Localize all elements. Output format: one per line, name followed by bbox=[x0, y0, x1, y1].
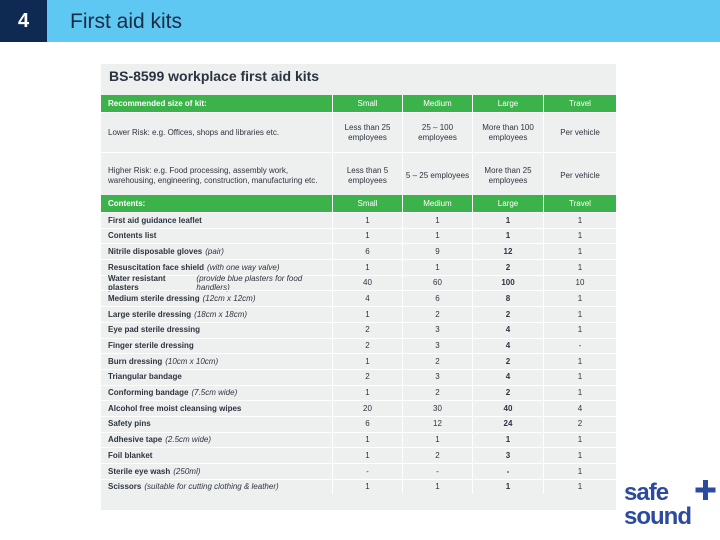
contents-item-quantity: 40 bbox=[472, 400, 543, 416]
size-header-medium: Medium bbox=[402, 95, 472, 112]
contents-item-quantity: 1 bbox=[472, 228, 543, 244]
contents-item-quantity: 2 bbox=[402, 353, 472, 369]
contents-item-quantity: 1 bbox=[543, 447, 616, 463]
contents-item-quantity: 1 bbox=[543, 322, 616, 338]
contents-item-quantity: 2 bbox=[543, 416, 616, 432]
kit-contents-table bbox=[101, 195, 616, 494]
contents-item-label bbox=[101, 463, 332, 479]
contents-item-name: Scissors bbox=[108, 482, 142, 492]
contents-item-note: (12cm x 12cm) bbox=[202, 293, 256, 303]
contents-item-name: Resuscitation face shield bbox=[108, 262, 205, 272]
svg-text:sound bbox=[624, 503, 691, 528]
contents-item-quantity: 2 bbox=[402, 385, 472, 401]
kit-size-table bbox=[101, 95, 616, 199]
slide-title: First aid kits bbox=[70, 10, 183, 33]
contents-item-quantity: 30 bbox=[402, 400, 472, 416]
size-row-cell: More than 25 employees bbox=[472, 152, 543, 199]
contents-item-quantity: 12 bbox=[472, 243, 543, 259]
logo-text-top: safe bbox=[624, 479, 669, 506]
contents-item-label bbox=[101, 228, 332, 244]
contents-item-quantity: 1 bbox=[332, 479, 402, 495]
svg-text:safe bbox=[624, 479, 669, 506]
contents-item-quantity: 1 bbox=[402, 228, 472, 244]
contents-item-quantity: 10 bbox=[543, 275, 616, 291]
contents-item-label bbox=[101, 447, 332, 463]
contents-item-quantity: 2 bbox=[472, 306, 543, 322]
size-row-cell: Per vehicle bbox=[543, 112, 616, 152]
contents-item-quantity: 1 bbox=[332, 385, 402, 401]
safe-sound-logo-icon bbox=[624, 478, 716, 528]
contents-item-quantity: 6 bbox=[332, 243, 402, 259]
contents-item-quantity: - bbox=[472, 463, 543, 479]
contents-item-label bbox=[101, 432, 332, 448]
contents-item-name: Conforming bandage bbox=[108, 388, 189, 398]
contents-item-label bbox=[101, 369, 332, 385]
contents-item-note: (suitable for cutting clothing & leather) bbox=[144, 482, 279, 492]
size-row-cell: 25 – 100 employees bbox=[402, 112, 472, 152]
contents-item-name: Safety pins bbox=[108, 419, 151, 429]
contents-item-quantity: 1 bbox=[332, 353, 402, 369]
size-row-cell: Less than 5 employees bbox=[332, 152, 402, 199]
contents-item-quantity: 100 bbox=[472, 275, 543, 291]
contents-item-quantity: 1 bbox=[332, 228, 402, 244]
contents-item-quantity: 1 bbox=[332, 447, 402, 463]
contents-item-label bbox=[101, 385, 332, 401]
contents-item-label bbox=[101, 479, 332, 495]
contents-item-quantity: 1 bbox=[332, 212, 402, 228]
contents-item-quantity: 9 bbox=[402, 243, 472, 259]
contents-item-quantity: 1 bbox=[472, 479, 543, 495]
logo-text-bottom: sound bbox=[624, 503, 691, 528]
size-header-label: Recommended size of kit: bbox=[101, 95, 332, 112]
contents-item-quantity: 6 bbox=[402, 290, 472, 306]
size-header-travel: Travel bbox=[543, 95, 616, 112]
contents-item-quantity: 1 bbox=[543, 228, 616, 244]
contents-item-quantity: 2 bbox=[332, 322, 402, 338]
contents-item-quantity: 2 bbox=[472, 385, 543, 401]
contents-item-quantity: 1 bbox=[543, 479, 616, 495]
contents-item-name: Burn dressing bbox=[108, 356, 163, 366]
contents-item-name: Nitrile disposable gloves bbox=[108, 246, 203, 256]
contents-item-quantity: 40 bbox=[332, 275, 402, 291]
contents-item-quantity: 4 bbox=[472, 322, 543, 338]
contents-item-quantity: 1 bbox=[543, 212, 616, 228]
contents-item-label bbox=[101, 338, 332, 354]
contents-item-quantity: 12 bbox=[402, 416, 472, 432]
size-row-cell: More than 100 employees bbox=[472, 112, 543, 152]
contents-item-quantity: 1 bbox=[472, 212, 543, 228]
contents-item-quantity: 3 bbox=[402, 338, 472, 354]
contents-item-quantity: 2 bbox=[472, 353, 543, 369]
contents-item-note: (with one way valve) bbox=[207, 262, 280, 272]
contents-item-quantity: 4 bbox=[472, 338, 543, 354]
contents-item-name: Water resistant plasters bbox=[108, 273, 166, 293]
contents-item-quantity: 4 bbox=[472, 369, 543, 385]
contents-item-note: (10cm x 10cm) bbox=[165, 356, 219, 366]
contents-item-label bbox=[101, 400, 332, 416]
contents-item-label bbox=[101, 353, 332, 369]
contents-item-label bbox=[101, 416, 332, 432]
contents-header-label: Contents: bbox=[101, 195, 332, 212]
contents-item-name: Contents list bbox=[108, 231, 157, 241]
contents-item-quantity: 1 bbox=[543, 353, 616, 369]
size-header-small: Small bbox=[332, 95, 402, 112]
contents-item-name: Alcohol free moist cleansing wipes bbox=[108, 403, 242, 413]
size-row-cell: Per vehicle bbox=[543, 152, 616, 199]
size-row-label: Higher Risk: e.g. Food processing, assembly work, warehousing, engineering, construction, manufacturing etc. bbox=[101, 152, 332, 199]
contents-item-label bbox=[101, 275, 332, 291]
contents-item-name: First aid guidance leaflet bbox=[108, 215, 202, 225]
slide-header-bar bbox=[0, 0, 720, 42]
safe-sound-logo bbox=[624, 478, 716, 528]
contents-item-quantity: 24 bbox=[472, 416, 543, 432]
size-row-cell: 5 – 25 employees bbox=[402, 152, 472, 199]
contents-item-quantity: 60 bbox=[402, 275, 472, 291]
contents-item-name: Finger sterile dressing bbox=[108, 341, 194, 351]
contents-header-medium: Medium bbox=[402, 195, 472, 212]
contents-item-quantity: 3 bbox=[402, 369, 472, 385]
size-row-cell: Less than 25 employees bbox=[332, 112, 402, 152]
contents-header-large: Large bbox=[472, 195, 543, 212]
contents-item-quantity: 1 bbox=[402, 432, 472, 448]
size-header-large: Large bbox=[472, 95, 543, 112]
contents-item-quantity: 1 bbox=[543, 290, 616, 306]
contents-item-quantity: 2 bbox=[402, 306, 472, 322]
contents-item-note: (2.5cm wide) bbox=[165, 435, 212, 445]
slide-number: 4 bbox=[0, 0, 47, 42]
contents-item-quantity: 2 bbox=[472, 259, 543, 275]
contents-item-name: Triangular bandage bbox=[108, 372, 182, 382]
contents-item-quantity: 1 bbox=[332, 259, 402, 275]
contents-item-quantity: 1 bbox=[543, 243, 616, 259]
contents-item-name: Eye pad sterile dressing bbox=[108, 325, 201, 335]
contents-item-quantity: 4 bbox=[332, 290, 402, 306]
contents-item-label bbox=[101, 306, 332, 322]
contents-item-quantity: 3 bbox=[472, 447, 543, 463]
contents-item-quantity: 1 bbox=[543, 306, 616, 322]
contents-item-quantity: 1 bbox=[543, 463, 616, 479]
size-row-label: Lower Risk: e.g. Offices, shops and libraries etc. bbox=[101, 112, 332, 152]
contents-item-note: (7.5cm wide) bbox=[191, 388, 238, 398]
contents-item-quantity: 1 bbox=[543, 259, 616, 275]
contents-item-name: Adhesive tape bbox=[108, 435, 163, 445]
contents-item-quantity: 1 bbox=[543, 369, 616, 385]
contents-item-note: (18cm x 18cm) bbox=[194, 309, 248, 319]
contents-item-quantity: 1 bbox=[332, 432, 402, 448]
contents-item-label bbox=[101, 259, 332, 275]
contents-item-quantity: 1 bbox=[402, 479, 472, 495]
contents-item-label bbox=[101, 212, 332, 228]
first-aid-kit-document bbox=[101, 64, 616, 510]
contents-item-quantity: 20 bbox=[332, 400, 402, 416]
contents-item-quantity: 4 bbox=[543, 400, 616, 416]
contents-item-quantity: 1 bbox=[543, 432, 616, 448]
contents-item-quantity: - bbox=[543, 338, 616, 354]
contents-item-quantity: 1 bbox=[543, 385, 616, 401]
contents-item-name: Medium sterile dressing bbox=[108, 293, 200, 303]
contents-item-note: (250ml) bbox=[173, 466, 201, 476]
contents-item-quantity: 1 bbox=[332, 306, 402, 322]
contents-item-quantity: 3 bbox=[402, 322, 472, 338]
contents-item-name: Sterile eye wash bbox=[108, 466, 171, 476]
contents-item-quantity: - bbox=[402, 463, 472, 479]
contents-item-label bbox=[101, 243, 332, 259]
contents-item-quantity: 2 bbox=[332, 338, 402, 354]
contents-item-quantity: 1 bbox=[472, 432, 543, 448]
contents-item-quantity: 6 bbox=[332, 416, 402, 432]
contents-item-label bbox=[101, 322, 332, 338]
contents-item-quantity: 8 bbox=[472, 290, 543, 306]
contents-header-small: Small bbox=[332, 195, 402, 212]
contents-item-name: Foil blanket bbox=[108, 450, 153, 460]
contents-item-name: Large sterile dressing bbox=[108, 309, 192, 319]
contents-item-quantity: 1 bbox=[402, 212, 472, 228]
contents-item-quantity: 2 bbox=[332, 369, 402, 385]
contents-item-quantity: 2 bbox=[402, 447, 472, 463]
contents-item-quantity: - bbox=[332, 463, 402, 479]
contents-header-travel: Travel bbox=[543, 195, 616, 212]
contents-item-note: (pair) bbox=[205, 246, 224, 256]
contents-item-note: (provide blue plasters for food handlers) bbox=[196, 273, 303, 293]
contents-item-quantity: 1 bbox=[402, 259, 472, 275]
document-title: BS-8599 workplace first aid kits bbox=[109, 68, 320, 84]
contents-item-label bbox=[101, 290, 332, 306]
